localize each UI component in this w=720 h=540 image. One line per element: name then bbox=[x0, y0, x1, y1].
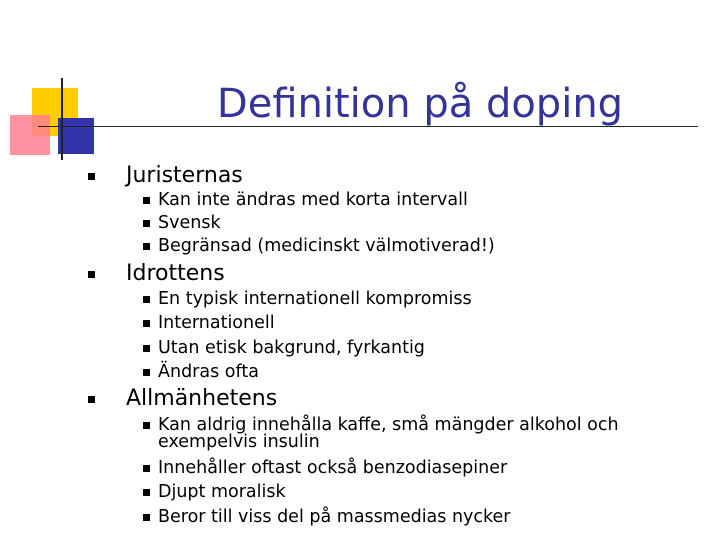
list-item bbox=[126, 163, 243, 189]
list-item-text: Ändras ofta bbox=[158, 362, 259, 382]
bullet-icon bbox=[143, 197, 150, 204]
list-item-text: Kan inte ändras med korta intervall bbox=[158, 190, 468, 210]
bullet-icon bbox=[88, 396, 95, 403]
list-item-continuation bbox=[158, 431, 320, 453]
bullet-icon bbox=[88, 173, 95, 180]
list-item-text: Begränsad (medicinskt välmotiverad!) bbox=[158, 236, 495, 256]
list-item bbox=[126, 386, 277, 412]
section-heading: Juristernas bbox=[126, 163, 243, 188]
bullet-icon bbox=[143, 514, 150, 521]
list-item-text: exempelvis insulin bbox=[158, 432, 320, 452]
list-item-text: En typisk internationell kompromiss bbox=[158, 289, 472, 309]
bullet-icon bbox=[143, 243, 150, 250]
list-item bbox=[158, 361, 259, 383]
list-item bbox=[158, 337, 425, 359]
bullet-icon bbox=[143, 489, 150, 496]
bullet-icon bbox=[143, 220, 150, 227]
list-item bbox=[158, 288, 472, 310]
bullet-icon bbox=[143, 465, 150, 472]
list-item bbox=[126, 261, 225, 287]
list-item-text: Beror till viss del på massmedias nycker bbox=[158, 507, 511, 527]
section-heading: Idrottens bbox=[126, 261, 225, 286]
list-item-text: Kan aldrig innehålla kaffe, små mängder alkohol och bbox=[158, 415, 619, 435]
bullet-icon bbox=[143, 320, 150, 327]
bullet-icon bbox=[143, 296, 150, 303]
list-item bbox=[158, 506, 511, 528]
bullet-icon bbox=[143, 422, 150, 429]
bullet-icon bbox=[143, 345, 150, 352]
list-item bbox=[158, 481, 286, 503]
slide-title: Definition på doping bbox=[216, 81, 624, 127]
list-item-text: Internationell bbox=[158, 313, 275, 333]
list-item bbox=[158, 457, 507, 479]
list-item bbox=[158, 312, 275, 334]
section-heading: Allmänhetens bbox=[126, 386, 278, 411]
list-item bbox=[158, 212, 221, 234]
bullet-icon bbox=[143, 369, 150, 376]
list-item-text: Svensk bbox=[158, 213, 221, 233]
list-item-text: Djupt moralisk bbox=[158, 482, 286, 502]
list-item-text: Innehåller oftast också benzodiasepiner bbox=[158, 458, 508, 478]
bullet-icon bbox=[88, 271, 95, 278]
list-item bbox=[158, 189, 468, 211]
list-item bbox=[158, 235, 495, 257]
list-item-text: Utan etisk bakgrund, fyrkantig bbox=[158, 338, 425, 358]
